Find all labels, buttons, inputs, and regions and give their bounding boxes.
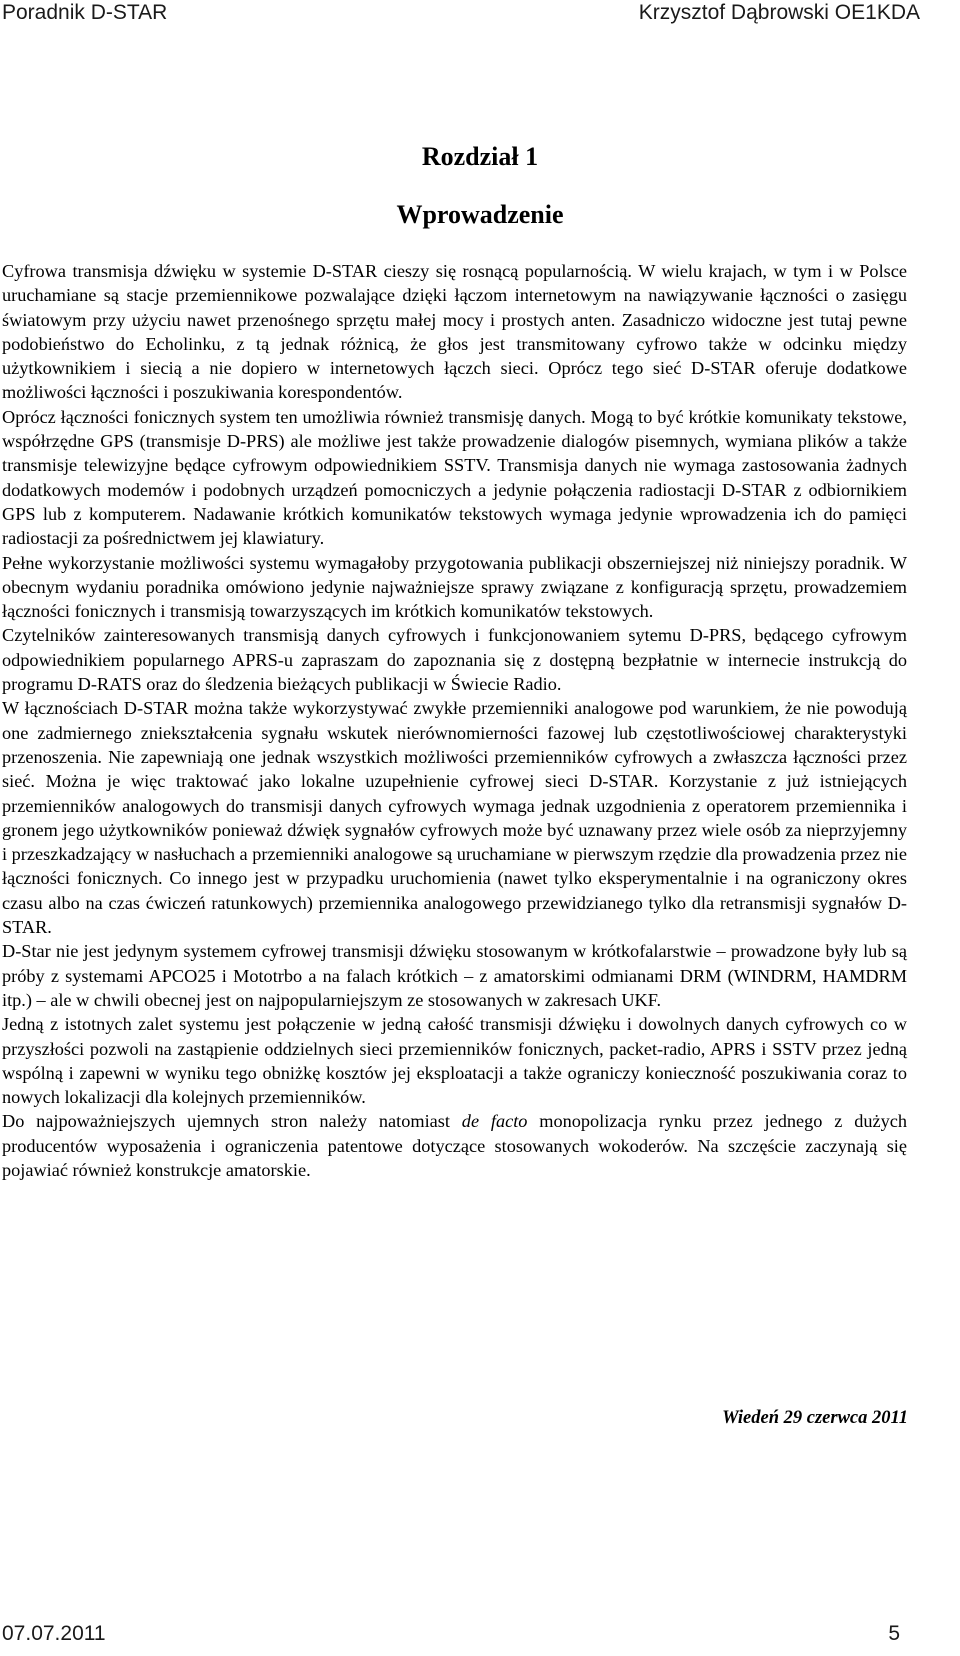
page-header [0, 0, 960, 32]
running-author: Krzysztof Dąbrowski OE1KDA [638, 1, 920, 24]
footer-date: 07.07.2011 [2, 1622, 106, 1645]
place-and-date: Wiedeń 29 czerwca 2011 [722, 1408, 908, 1428]
italic-term: de facto [461, 1111, 528, 1132]
body-text [2, 259, 907, 1182]
paragraph-6: D-Star nie jest jedynym systemem cyfrowej transmisji dźwięku stosowanym w krótkofalarstwie – prowadzone były lub są próby z systemami APCO25 i Mototrbo a na falach krótkich – z amatorskimi odmianami DRM (WINDRM, HAMDRM itp.) – ale w chwili obecnej jest on najpopularniejszym ze stosowanych w zakresach UKF. [2, 941, 907, 1010]
paragraph-8-part-2: monopolizacja rynku przez jednego z dużych producentów wyposażenia i ograniczenia patentowe dotyczące stosowanych wokoderów. Na szczęście zaczynają się pojawiać również konstrukcje amatorskie. [2, 1111, 907, 1180]
paragraph-1: Cyfrowa transmisja dźwięku w systemie D-STAR cieszy się rosnącą popularnością. W wielu krajach, w tym i w Polsce uruchamiane są stacje przemiennikowe pozwalające dzięki łączom internetowym na nawiązywanie łączności o zasięgu światowym przy użyciu nawet przenośnego sprzętu małej mocy i prostych anten. Zasadniczo widoczne jest tutaj pewne podobieństwo do Echolinku, z tą jednak różnicą, że głos jest transmitowany cyfrowo także w odcinku między użytkownikiem i siecią a nie dopiero w internetowych łączch sieci. Oprócz tego sieć D-STAR oferuje dodatkowe możliwości łączności i poszukiwania korespondentów. [2, 261, 907, 403]
page-number: 5 [888, 1622, 900, 1645]
paragraph-7: Jedną z istotnych zalet systemu jest połączenie w jedną całość transmisji dźwięku i dowolnych danych cyfrowych co w przyszłości pozwoli na zastąpienie oddzielnych sieci przemienników fonicznych, packet-radio, APRS i SSTV przez jedną wspólną i zapewni w wyniku tego obniżkę kosztów jej eksploatacji a także ograniczy konieczność poszukiwania coraz to nowych lokalizacji dla kolejnych przemienników. [2, 1014, 907, 1108]
paragraph-8-part-1: Do najpoważniejszych ujemnych stron należy natomiast [2, 1111, 462, 1132]
paragraph-4: Czytelników zainteresowanych transmisją danych cyfrowych i funkcjonowaniem sytemu D-PRS, będącego cyfrowym odpowiednikiem popularnego APRS-u zapraszam do zapoznania się z dostępną bezpłatnie w internecie instrukcją do programu D-RATS oraz do śledzenia bieżących publikacji w Świecie Radio. [2, 625, 907, 695]
running-title: Poradnik D-STAR [2, 1, 168, 24]
paragraph-8 [2, 1109, 907, 1182]
chapter-number: Rozdział 1 [421, 142, 539, 171]
paragraph-2: Oprócz łączności fonicznych system ten umożliwia również transmisję danych. Mogą to być krótkie komunikaty tekstowe, współrzędne GPS (transmisje D-PRS) ale możliwe jest także prowadzenie dialogów pisemnych, wymiana plików a także transmisje telewizyjne będące cyfrowym odpowiednikiem SSTV. Transmisja danych nie wymaga zastosowania żadnych dodatkowych modemów i podobnych urządzeń pomocniczych a jedynie połączenia radiostacji D-STAR z odbiornikiem GPS lub z komputerem. Nadawanie krótkich komunikatów tekstowych wymaga jedynie wprowadzenia ich do pamięci radiostacji za pośrednictwem jej klawiatury. [2, 406, 907, 549]
paragraph-5: W łącznościach D-STAR można także wykorzystywać zwykłe przemienniki analogowe pod warunkiem, że nie powodują one zadmiernego zniekształcenia sygnału wskutek nierównomierności fazowej lub częstotliwościowej charakterystyki przenoszenia. Nie zapewniają one jednak wszystkich możliwości przemienników cyfrowych a zwłaszcza łączności przez sieć. Można je więc traktować jako lokalne uzupełnienie cyfrowej sieci D-STAR. Korzystanie z już istniejących przemienników analogowych do transmisji danych cyfrowych wymaga jednak uzgodnienia z operatorem przemiennika i gronem jego użytkowników ponieważ dźwięk sygnałów cyfrowych może być uznawany przez wiele osób za nieprzyjemny i przeszkadzający w nasłuchach a przemienniki analogowe są uruchamiane w pierwszym rzędzie dla prowadzenia przez nie łączności fonicznych. Co innego jest w przypadku uruchomienia (nawet tylko eksperymentalnie i na ograniczony okres czasu albo na czas ćwiczeń ratunkowych) przemiennika analogowego przewidzianego tylko dla retransmisji sygnałów D-STAR. [2, 698, 907, 938]
chapter-title: Wprowadzenie [396, 200, 564, 229]
paragraph-3: Pełne wykorzystanie możliwości systemu wymagałoby przygotowania publikacji obszerniejszej niż niniejszy poradnik. W obecnym wydaniu poradnika omówiono jedynie najważniejsze sprawy związane z konfiguracją sprzętu, prowadzemiem łączności fonicznych i transmisją towarzyszących im krótkich komunikatów tekstowych. [2, 552, 907, 622]
